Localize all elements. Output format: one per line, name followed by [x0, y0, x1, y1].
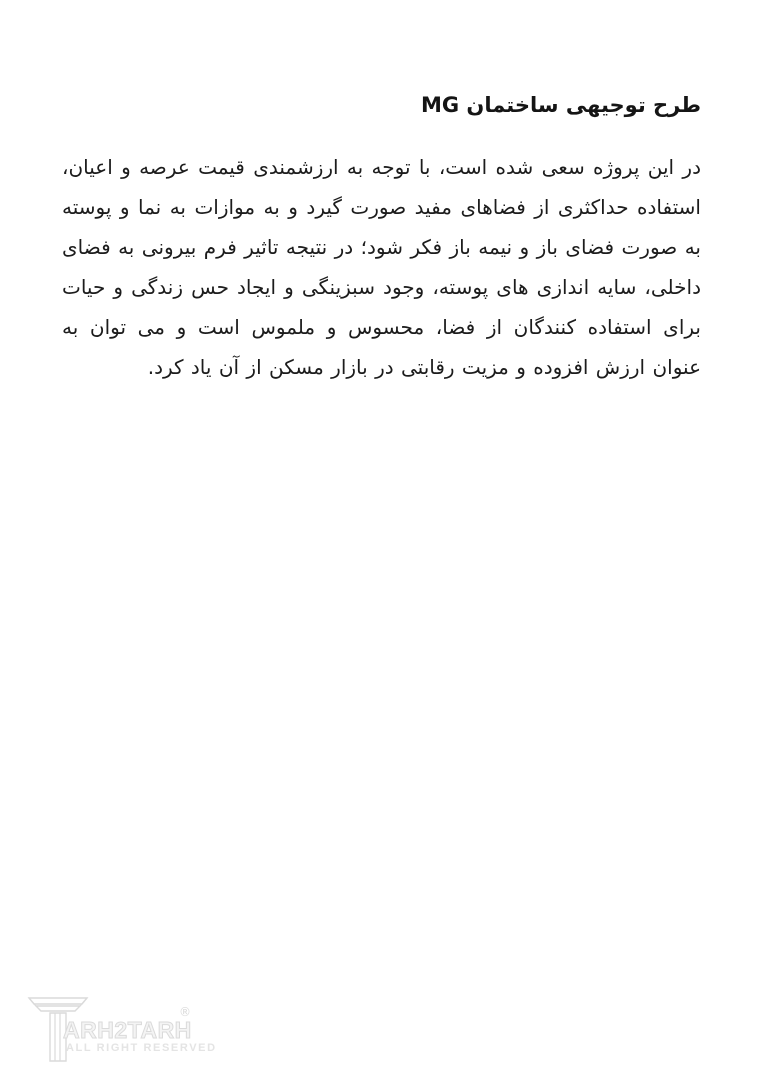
watermark-tagline: ALL RIGHT RESERVED: [66, 1042, 217, 1054]
body-paragraph: در این پروژه سعی شده است، با توجه به ارزشمندی قیمت عرصه و اعیان، استفاده حداکثری از فضاهای مفید صورت گیرد و به موازات به نما و پوسته به صورت فضای باز و نیمه باز فکر شود؛ در نتیجه تاثیر فرم بیرونی به فضای داخلی، سایه اندازی های پوسته، وجود سبزینگی و ایجاد حس زندگی و حیات برای استفاده کنندگان از فضا، محسوس و ملموس است و می توان به عنوان ارزش افزوده و مزیت رقابتی در بازار مسکن از آن یاد کرد.: [62, 155, 701, 379]
watermark-brand-text: ARH2TARH: [63, 1017, 192, 1043]
registered-trademark-icon: ®: [179, 1005, 191, 1019]
page-title: طرح توجیهی ساختمان MG: [420, 93, 701, 117]
watermark-logo: [27, 993, 217, 1065]
